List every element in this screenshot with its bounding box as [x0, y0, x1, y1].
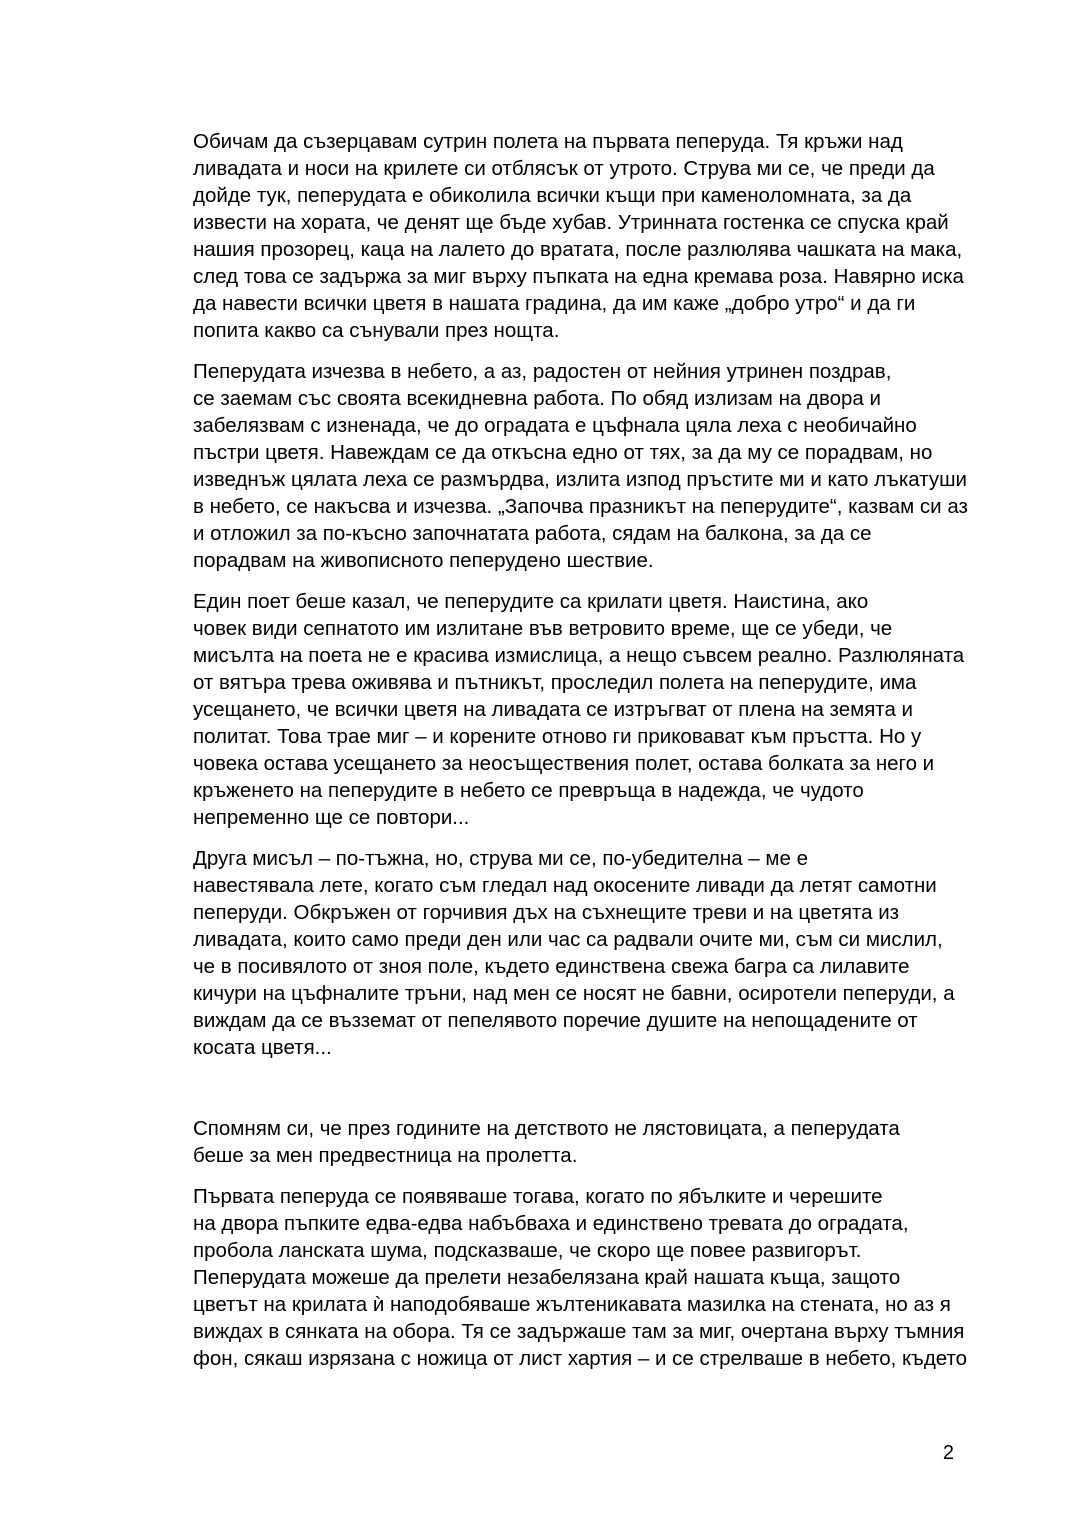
text-line: попита какво са сънували през нощта.: [193, 319, 560, 342]
text-line: виждам да се възземат от пепелявото поречие душите на непощадените от: [193, 1009, 918, 1032]
text-line: беше за мен предвестница на пролетта.: [193, 1144, 578, 1167]
text-line: да навести всички цветя в нашата градина, да им каже „добро утро“ и да ги: [193, 292, 916, 315]
text-line: кичури на цъфналите тръни, над мен се носят не бавни, осиротели пеперуди, а: [193, 982, 955, 1005]
text-line: ливадата и носи на крилете си отблясък от утрото. Струва ми се, че преди да: [193, 157, 935, 180]
paragraph-1: [129, 128, 964, 344]
text-line: ливадата, които само преди ден или час са радвали очите ми, съм си мислил,: [193, 928, 943, 951]
paragraph-3: [129, 588, 965, 831]
text-line: забелязвам с изненада, че до оградата е цъфнала цяла леха с необичайно: [193, 414, 917, 437]
text-line: Спомням си, че през годините на детството не лястовицата, а пеперудата: [193, 1117, 900, 1140]
text-line: Един поет беше казал, че пеперудите са крилати цветя. Наистина, ако: [193, 590, 869, 613]
text-line: от вятъра трева оживява и пътникът, проследил полета на пеперудите, има: [193, 671, 917, 694]
paragraph-6: [129, 1183, 968, 1372]
text-line: Пеперудата можеше да прелети незабелязана край нашата къща, защото: [193, 1266, 901, 1289]
text-line: след това се задържа за миг върху пъпката на една кремава роза. Навярно иска: [193, 265, 964, 288]
text-line: навестявала лете, когато съм гледал над окосените ливади да летят самотни: [193, 874, 937, 897]
text-line: виждах в сянката на обора. Тя се задържаше там за миг, очертана върху тъмния: [193, 1320, 965, 1343]
text-line: непременно ще се повтори...: [193, 806, 470, 829]
text-line: нашия прозорец, каца на лалето до вратата, после разлюлява чашката на мака,: [193, 238, 963, 261]
text-line: дойде тук, пеперудата е обиколила всички къщи при каменоломната, за да: [193, 184, 912, 207]
text-line: Първата пеперуда се появяваше тогава, когато по ябълките и черешите: [193, 1185, 883, 1208]
text-line: Обичам да съзерцавам сутрин полета на първата пеперуда. Тя кръжи над: [193, 130, 903, 153]
paragraph-gap: [129, 1075, 959, 1115]
text-line: се заемам със своята всекидневна работа. По обяд излизам на двора и: [193, 387, 881, 410]
text-line: изведнъж цялата леха се размърдва, излита изпод пръстите ми и като лъкатуши: [193, 468, 968, 491]
text-line: че в посивялото от зноя поле, където единствена свежа багра са лилавите: [193, 955, 910, 978]
text-line: кръженето на пеперудите в небето се превръща в надежда, че чудото: [193, 779, 864, 802]
paragraph-5: [129, 1115, 959, 1169]
text-line: и отложил за по-късно започнатата работа, сядам на балкона, за да се: [193, 522, 872, 545]
text-line: Друга мисъл – по-тъжна, но, струва ми се, по-убедителна – ме е: [193, 847, 808, 870]
text-line: човек види сепнатото им излитане във ветровито време, ще се убеди, че: [193, 617, 893, 640]
text-line: косата цветя...: [193, 1036, 332, 1059]
paragraph-4: [129, 845, 959, 1061]
text-line: пъстри цветя. Навеждам се да откъсна едно от тях, за да му се порадвам, но: [193, 441, 933, 464]
text-line: на двора пъпките едва-едва набъбваха и единствено тревата до оградата,: [193, 1212, 909, 1235]
text-line: мисълта на поета не е красива измислица, а нещо съвсем реално. Разлюляната: [193, 644, 965, 667]
text-line: пеперуди. Обкръжен от горчивия дъх на съхнещите треви и на цветята из: [193, 901, 900, 924]
text-line: усещането, че всички цветя на ливадата се изтръгват от плена на земята и: [193, 698, 914, 721]
text-line: пробола ланската шума, подсказваше, че скоро ще повее развигорът.: [193, 1239, 862, 1262]
body-text: [129, 128, 968, 1386]
text-line: извести на хората, че денят ще бъде хубав. Утринната гостенка се спуска край: [193, 211, 949, 234]
text-line: човека остава усещането за неосъществения полет, остава болката за него и: [193, 752, 935, 775]
text-line: фон, сякаш изрязана с ножица от лист хартия – и се стрелваше в небето, където: [193, 1347, 968, 1370]
text-line: в небето, се накъсва и изчезва. „Започва празникът на пеперудите“, казвам си аз: [193, 495, 968, 518]
text-line: Пеперудата изчезва в небето, а аз, радостен от нейния утринен поздрав,: [193, 360, 892, 383]
text-line: цветът на крилата ѝ наподобяваше жълтеникавата мазилка на стената, но аз я: [193, 1293, 951, 1316]
paragraph-2: [129, 358, 968, 574]
page-number: 2: [942, 1442, 954, 1464]
text-line: политат. Това трае миг – и корените отново ги приковават към пръстта. Но у: [193, 725, 922, 748]
text-line: порадвам на живописното пеперудено шествие.: [193, 549, 654, 572]
